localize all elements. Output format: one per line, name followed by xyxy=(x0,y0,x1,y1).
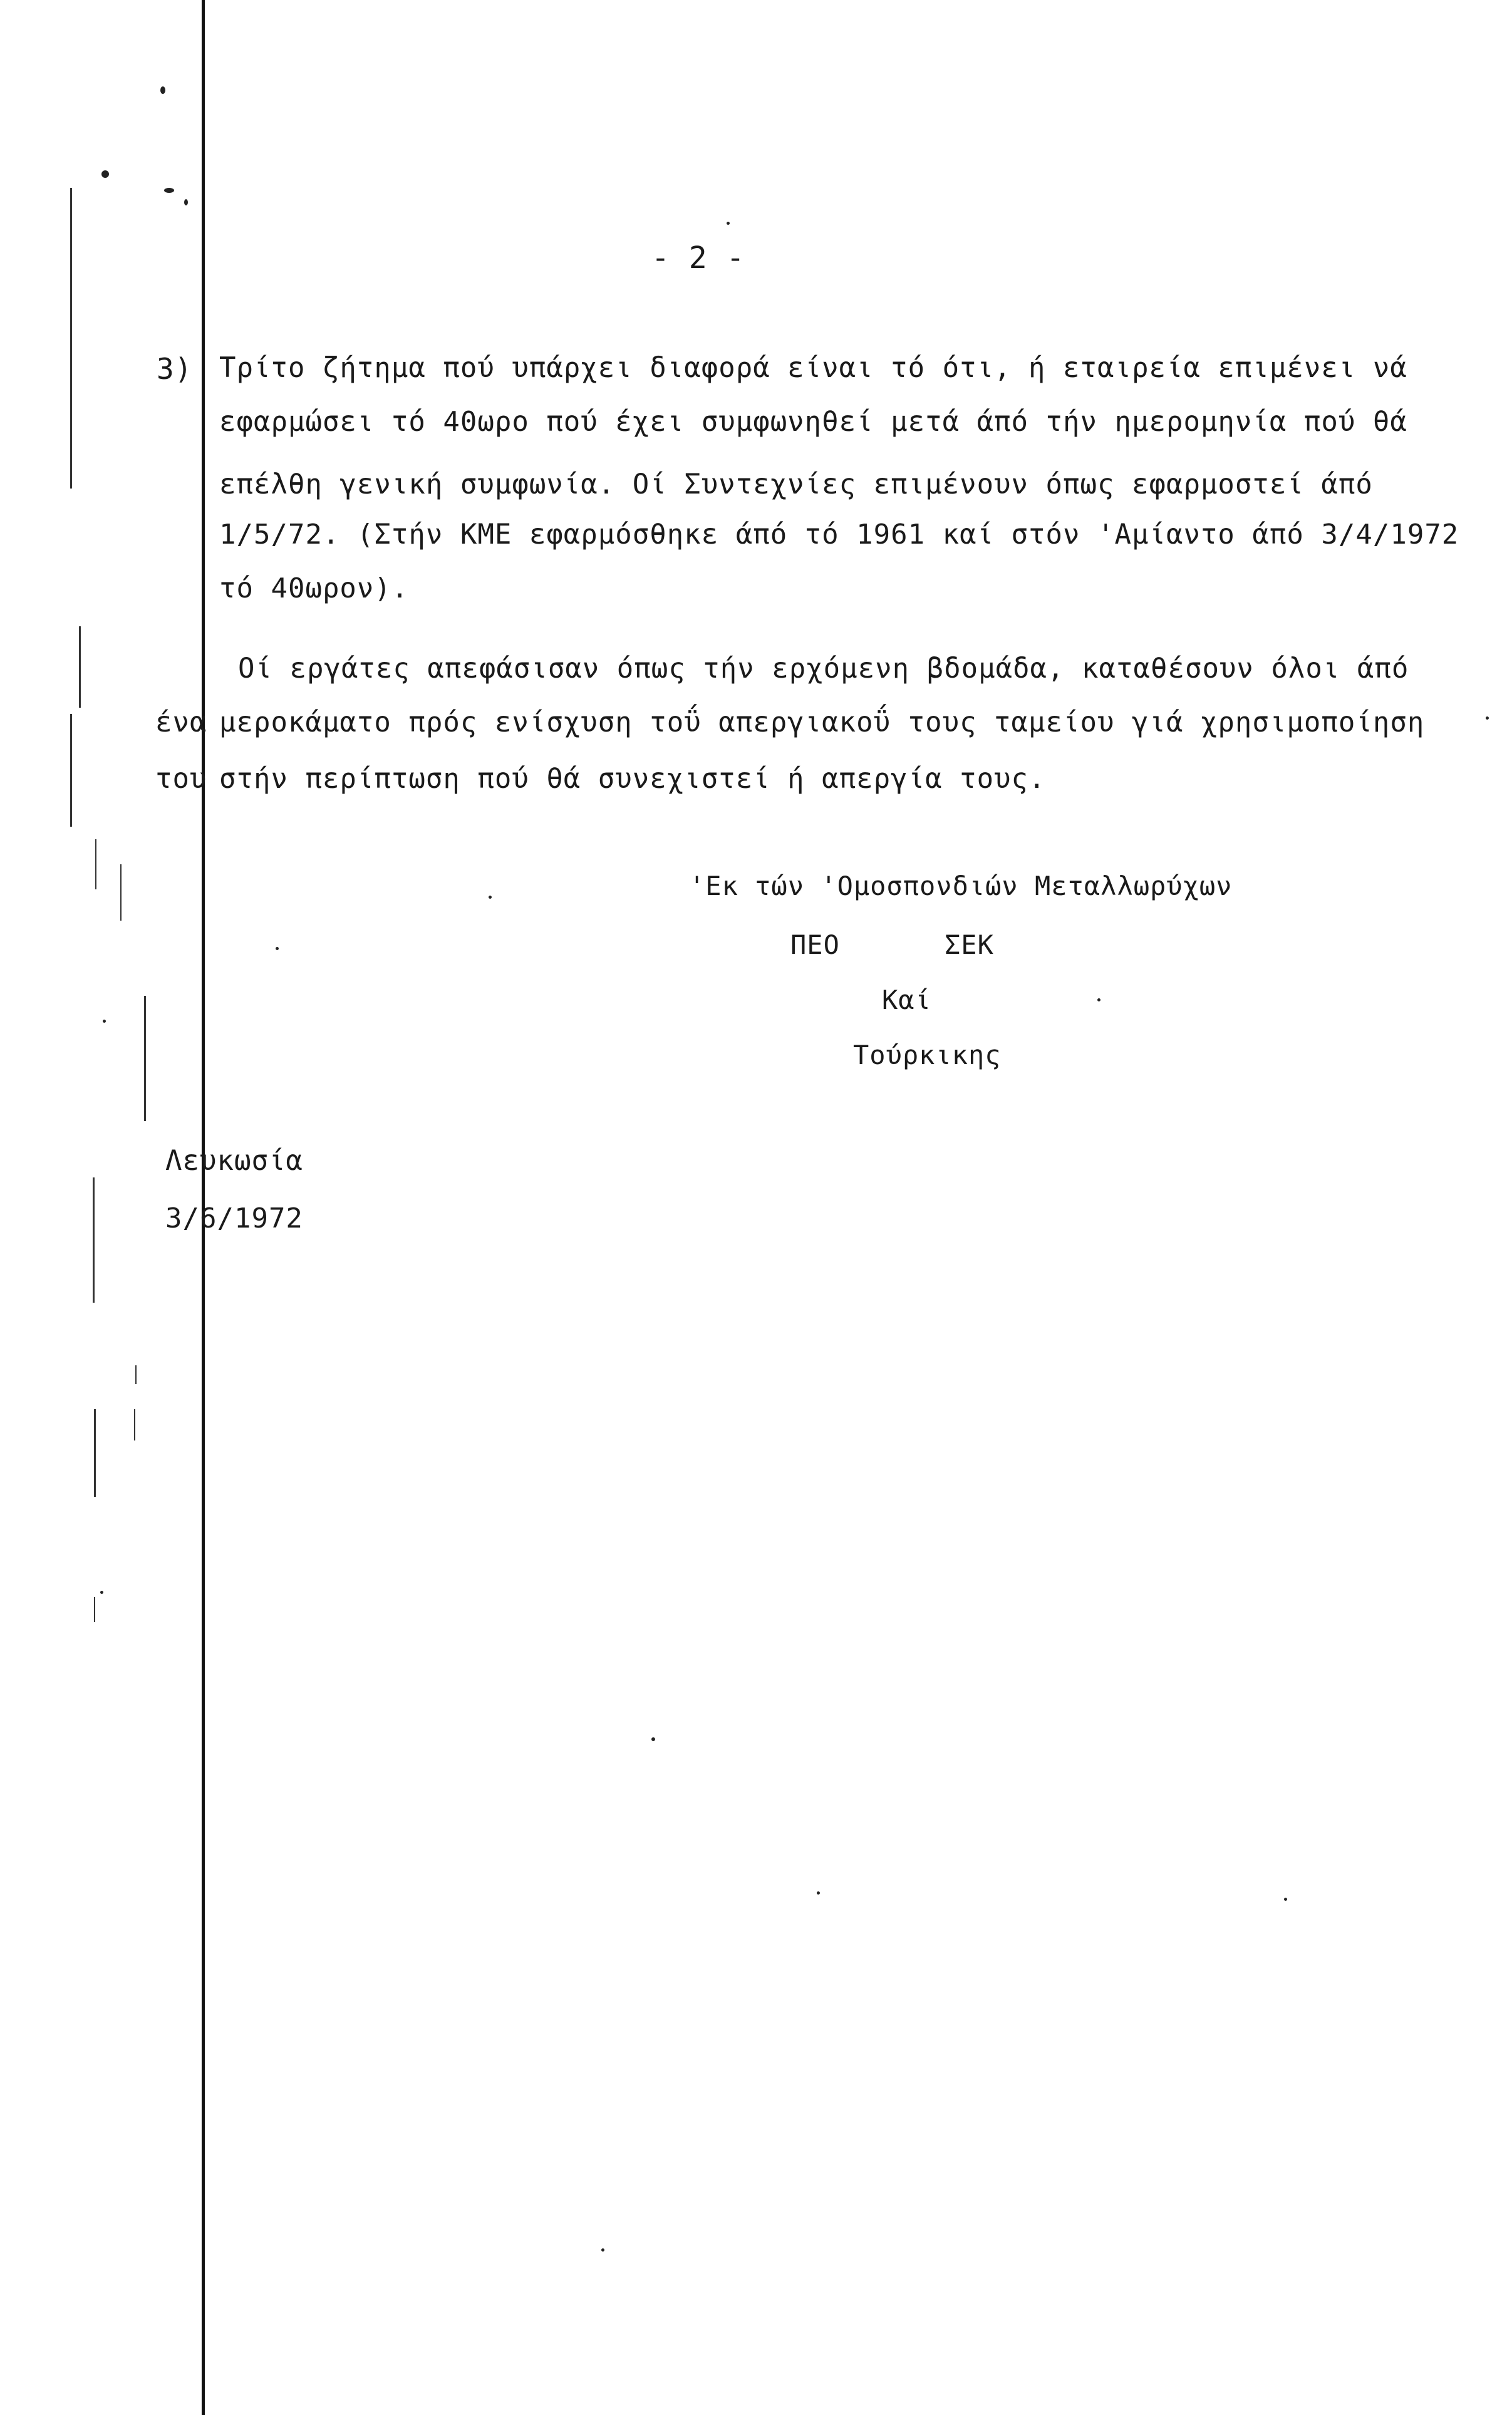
scan-speck xyxy=(164,188,174,193)
paragraph-line: τό 40ωρον). xyxy=(219,572,409,604)
paragraph-line: στήν περίπτωση πού θά συνεχιστεί ή απεργία τους. xyxy=(219,763,1046,795)
edge-mark xyxy=(144,996,146,1121)
margin-word: του xyxy=(155,763,207,795)
signature-org-peo: ΠΕΟ xyxy=(790,929,840,960)
edge-mark xyxy=(134,1409,135,1440)
scan-speck xyxy=(160,86,165,94)
paragraph-line: 1/5/72. (Στήν ΚΜΕ εφαρμόσθηκε άπό τό 1961 καί στόν 'Αμίαντο άπό 3/4/1972 xyxy=(219,519,1459,551)
edge-mark xyxy=(70,188,72,489)
scan-speck xyxy=(101,170,109,178)
scan-speck xyxy=(1486,716,1489,720)
margin-word: ένα xyxy=(155,706,207,738)
scan-speck xyxy=(727,222,730,225)
edge-mark xyxy=(94,1597,95,1622)
date: 3/6/1972 xyxy=(165,1202,303,1234)
scan-speck xyxy=(489,896,492,899)
item-marker: 3) xyxy=(157,352,193,386)
paragraph-line: επέλθη γενική συμφωνία. Οί Συντεχνίες επιμένουν όπως εφαρμοστεί άπό xyxy=(219,468,1373,500)
edge-mark xyxy=(120,864,122,921)
paragraph-line: εφαρμώσει τό 40ωρο πού έχει συμφωνηθεί μετά άπό τήν ημερομηνία πού θά xyxy=(219,406,1407,438)
edge-mark xyxy=(135,1365,137,1384)
scan-speck xyxy=(184,199,188,205)
paragraph-line: μεροκάματο πρός ενίσχυση τοΰ απεργιακοΰ τους ταμείου γιά χρησιμοποίηση xyxy=(219,706,1425,738)
page-number: - 2 - xyxy=(651,240,745,276)
edge-mark xyxy=(93,1177,95,1303)
scan-speck xyxy=(276,947,279,950)
edge-mark xyxy=(94,1409,96,1497)
signature-org-sek: ΣΕΚ xyxy=(945,929,994,960)
paragraph-line: Οί εργάτες απεφάσισαν όπως τήν ερχόμενη βδομάδα, καταθέσουν όλοι άπό xyxy=(238,653,1409,685)
scan-speck xyxy=(103,1020,106,1023)
signature-conjunction: Καί xyxy=(882,985,931,1015)
scan-speck xyxy=(651,1737,655,1741)
scan-speck xyxy=(817,1891,820,1895)
scan-speck xyxy=(1097,998,1100,1001)
edge-mark xyxy=(79,626,81,708)
place: Λευκωσία xyxy=(165,1145,303,1177)
scan-speck xyxy=(601,2248,604,2252)
paragraph-line: Τρίτο ζήτημα πού υπάρχει διαφορά είναι τό ότι, ή εταιρεία επιμένει νά xyxy=(219,352,1407,384)
edge-mark xyxy=(95,839,96,889)
signature-line: 'Εκ τών 'Ομοσπονδιών Μεταλλωρύχων xyxy=(689,871,1233,901)
edge-mark xyxy=(70,714,72,827)
scan-speck xyxy=(100,1591,103,1594)
signature-org-turkish: Τούρκικης xyxy=(853,1040,1002,1070)
scan-speck xyxy=(1284,1898,1287,1901)
